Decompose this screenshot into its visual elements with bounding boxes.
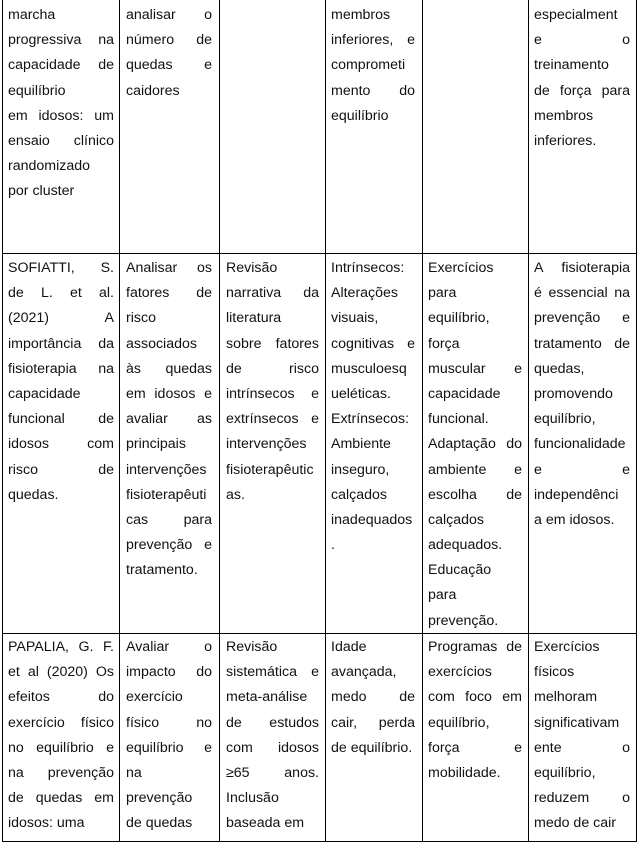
cell-line: de estudos: [226, 714, 319, 731]
cell-line: marcha: [8, 7, 56, 23]
cell-line: ensaio clínico: [8, 132, 114, 149]
cell-line: físicos: [534, 664, 575, 681]
cell-line: risco: [126, 310, 156, 327]
cell-line: Alterações: [331, 285, 399, 302]
cell-line: visuais,: [331, 310, 379, 327]
cell-line: idosos com: [8, 436, 114, 453]
cell-line: A fisioterapia: [534, 260, 630, 276]
table-border-right: [636, 0, 637, 842]
cell-line: quedas e: [126, 57, 212, 74]
table-cell: [428, 256, 522, 634]
cell-line: Intrínsecos:: [331, 260, 405, 276]
cell-line: Revisão: [226, 639, 278, 655]
cell-line: de força para: [534, 82, 630, 99]
cell-line: intervenções: [226, 436, 307, 453]
cell-line: extrínsecos e: [226, 411, 319, 428]
cell-line: adequados.: [428, 537, 503, 554]
cell-line: de quedas em: [8, 790, 114, 807]
cell-line: e o: [534, 32, 630, 49]
table-cell: [226, 635, 319, 837]
cell-line: funcionalidade: [534, 436, 626, 453]
cell-line: medo de: [331, 689, 415, 706]
cell-line: melhoram: [534, 689, 598, 706]
cell-line: progressiva na: [8, 32, 114, 49]
cell-line: avaliar as: [126, 411, 212, 428]
cell-line: equilíbrio: [331, 107, 389, 124]
cell-line: Educação: [428, 562, 492, 579]
column-divider: [422, 0, 423, 842]
cell-line: inferiores, e: [331, 32, 415, 49]
table-cell: [8, 3, 114, 205]
cell-line: literatura: [226, 310, 282, 327]
cell-line: tratamento de: [534, 335, 630, 352]
cell-line: de risco: [226, 360, 319, 377]
table-border-bottom: [2, 841, 636, 842]
cell-line: randomizado: [8, 158, 91, 175]
cell-line: prevenção.: [428, 612, 499, 629]
table-cell: [534, 3, 630, 154]
column-divider: [325, 0, 326, 842]
table-cell: [126, 3, 212, 104]
cell-line: especialment: [534, 7, 618, 23]
table-cell: [331, 635, 415, 761]
cell-line: na: [126, 764, 142, 781]
cell-line: ≥65 anos.: [226, 764, 319, 781]
cell-line: equilíbrio e: [126, 739, 212, 756]
cell-line: importância da: [8, 335, 114, 352]
cell-line: fisioterapia na: [8, 360, 114, 377]
cell-line: as.: [226, 486, 245, 503]
cell-line: de quedas: [126, 815, 193, 832]
cell-line: inferiores.: [534, 132, 597, 149]
cell-line: exercício físico: [8, 714, 114, 731]
cell-line: e e: [534, 461, 630, 478]
cell-line: exercícios: [428, 664, 492, 681]
cell-line: Idade: [331, 639, 367, 655]
cell-line: idosos: uma: [8, 815, 85, 832]
cell-line: por cluster: [8, 183, 75, 200]
cell-line: com idosos: [226, 739, 319, 756]
cell-line: para: [428, 587, 457, 604]
cell-line: SOFIATTI, S.: [8, 260, 114, 276]
cell-line: prevenção: [126, 790, 193, 807]
table-cell: [534, 256, 630, 533]
cell-line: significativam: [534, 714, 620, 731]
cell-line: intrínsecos e: [226, 385, 319, 402]
table-cell: [534, 635, 630, 837]
cell-line: quedas,: [534, 360, 585, 377]
cell-line: inadequados: [331, 511, 413, 528]
cell-line: avançada,: [331, 664, 397, 681]
cell-line: calçados: [428, 511, 484, 528]
cell-line: muscular e: [428, 360, 522, 377]
table-cell: [8, 256, 114, 508]
table-cell: [126, 635, 212, 837]
cell-line: de L. et al.: [8, 285, 114, 302]
cell-line: equilíbrio: [8, 82, 66, 99]
table-border-left: [2, 0, 3, 842]
cell-line: caidores: [126, 82, 180, 99]
cell-line: funcional de: [8, 411, 114, 428]
table-cell: [226, 256, 319, 508]
cell-line: funcional.: [428, 411, 489, 428]
cell-line: equilíbrio,: [428, 310, 490, 327]
cell-line: fisioterapêuti: [126, 486, 207, 503]
cell-line: inseguro,: [331, 461, 390, 478]
cell-line: equilíbrio,: [534, 764, 596, 781]
cell-line: no equilíbrio e: [8, 739, 114, 756]
cell-line: capacidade: [428, 385, 501, 402]
cell-line: a em idosos.: [534, 511, 615, 528]
cell-line: mento do: [331, 82, 415, 99]
cell-line: Programas de: [428, 639, 522, 655]
cell-line: ambiente e: [428, 461, 522, 478]
cell-line: risco de: [8, 461, 114, 478]
cell-line: sobre fatores: [226, 335, 319, 352]
cell-line: cair, perda: [331, 714, 415, 731]
cell-line: fisioterapêutic: [226, 461, 314, 478]
cell-line: ueléticas.: [331, 385, 391, 402]
cell-line: Adaptação do: [428, 436, 522, 453]
cell-line: reduzem o: [534, 790, 630, 807]
cell-line: exercício: [126, 689, 183, 706]
cell-line: de equilíbrio.: [331, 739, 413, 756]
cell-line: prevenção e: [534, 310, 630, 327]
table-cell: [331, 256, 415, 558]
cell-line: associados: [126, 335, 197, 352]
column-divider: [219, 0, 220, 842]
cell-line: et al (2020) Os: [8, 664, 114, 681]
cell-line: prevenção e: [126, 537, 212, 554]
cell-line: número de: [126, 32, 212, 49]
cell-line: promovendo: [534, 385, 613, 402]
cell-line: para: [428, 285, 457, 302]
cell-line: em idosos e: [126, 385, 212, 402]
cell-line: calçados: [331, 486, 387, 503]
cell-line: principais: [126, 436, 186, 453]
cell-line: Inclusão: [226, 790, 279, 807]
cell-line: baseada em: [226, 815, 305, 832]
table-cell: [126, 256, 212, 583]
cell-line: intervenções: [126, 461, 207, 478]
cell-line: capacidade de: [8, 57, 114, 74]
cell-line: PAPALIA, G. F.: [8, 639, 114, 655]
cell-line: independênci: [534, 486, 619, 503]
cell-line: força e: [428, 739, 522, 756]
cell-line: fatores de: [126, 285, 212, 302]
cell-line: cas para: [126, 511, 212, 528]
column-divider: [119, 0, 120, 842]
cell-line: físico no: [126, 714, 212, 731]
cell-line: comprometi: [331, 57, 406, 74]
cell-line: analisar o: [126, 7, 212, 23]
cell-line: cognitivas e: [331, 335, 415, 352]
cell-line: ente o: [534, 739, 630, 756]
cell-line: narrativa da: [226, 285, 319, 302]
cell-line: Exercícios: [534, 639, 600, 655]
cell-line: força: [428, 335, 460, 352]
cell-line: Avaliar o: [126, 639, 212, 655]
row-divider: [2, 633, 636, 634]
cell-line: Extrínsecos:: [331, 411, 410, 428]
cell-line: treinamento: [534, 57, 609, 74]
table-cell: [331, 3, 415, 129]
cell-line: equilíbrio,: [428, 714, 490, 731]
cell-line: escolha de: [428, 486, 522, 503]
cell-line: sistemática e: [226, 664, 319, 681]
cell-line: capacidade: [8, 385, 81, 402]
cell-line: .: [331, 537, 335, 554]
table-cell: [8, 635, 114, 837]
cell-line: Analisar os: [126, 260, 212, 276]
cell-line: membros: [534, 107, 594, 124]
cell-line: com foco em: [428, 689, 522, 706]
cell-line: quedas.: [8, 486, 59, 503]
cell-line: impacto do: [126, 664, 212, 681]
cell-line: na prevenção: [8, 764, 114, 781]
cell-line: (2021) A: [8, 310, 114, 327]
cell-line: equilíbrio,: [534, 411, 596, 428]
cell-line: mobilidade.: [428, 764, 501, 781]
cell-line: musculoesq: [331, 360, 407, 377]
cell-line: Revisão: [226, 260, 278, 276]
cell-line: meta-análise: [226, 689, 308, 706]
column-divider: [528, 0, 529, 842]
cell-line: tratamento.: [126, 562, 198, 579]
cell-line: é essencial na: [534, 285, 630, 302]
cell-line: efeitos do: [8, 689, 114, 706]
cell-line: às quedas: [126, 360, 212, 377]
table-cell: [428, 635, 522, 786]
cell-line: Exercícios: [428, 260, 494, 276]
cell-line: em idosos: um: [8, 107, 114, 124]
row-divider: [2, 253, 636, 254]
cell-line: medo de cair: [534, 815, 617, 832]
cell-line: Ambiente: [331, 436, 391, 453]
cell-line: membros: [331, 7, 391, 23]
